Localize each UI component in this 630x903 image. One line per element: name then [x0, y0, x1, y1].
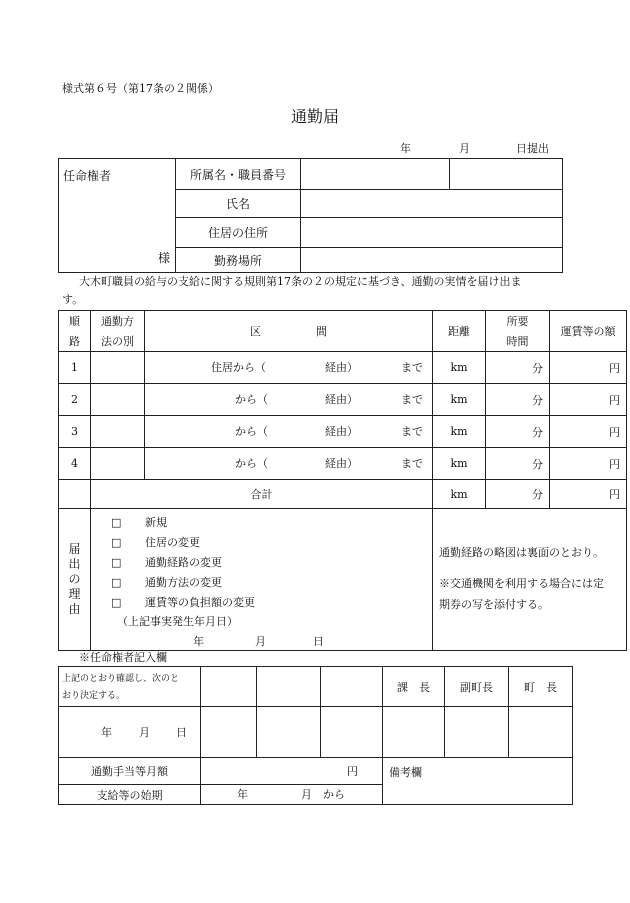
name-label: 氏名 — [176, 190, 301, 218]
approval-field[interactable] — [321, 707, 383, 758]
occurrence-month: 月 — [255, 635, 266, 648]
occurrence-date[interactable] — [91, 632, 432, 650]
total-label: 合計 — [91, 480, 433, 509]
time-header-1: 所要 — [506, 315, 529, 328]
statement-line-2: す。 — [62, 293, 84, 306]
route-fare-field[interactable]: 円 — [550, 352, 627, 384]
route-number: 1 — [59, 352, 91, 384]
option-label: 住居の変更 — [145, 536, 200, 549]
route-via: 経由） — [325, 393, 358, 406]
checkbox[interactable]: □ — [111, 575, 122, 589]
occurrence-label: （上記事実発生年月日） — [117, 615, 238, 628]
page-title: 通勤届 — [291, 107, 340, 126]
approval-field[interactable] — [257, 707, 321, 758]
method-header — [91, 311, 145, 352]
header-block — [58, 158, 563, 273]
remarks-label: 備考欄 — [389, 766, 422, 779]
start-date-field[interactable] — [201, 785, 383, 805]
start-year: 年 — [237, 788, 248, 801]
reason-label-char: の — [68, 572, 81, 586]
name-field[interactable] — [301, 190, 563, 218]
reason-option-route-change[interactable] — [91, 552, 432, 572]
route-number: 3 — [59, 416, 91, 448]
remarks-field[interactable] — [383, 758, 573, 805]
allowance-field[interactable]: 円 — [201, 758, 383, 785]
reason-option-method-change[interactable] — [91, 572, 432, 592]
route-distance-field[interactable]: km — [433, 384, 486, 416]
route-method-field[interactable] — [91, 384, 145, 416]
decision-year: 年 — [101, 726, 112, 739]
reason-option-residence-change[interactable] — [91, 532, 432, 552]
route-via: 経由） — [325, 361, 358, 374]
option-label: 通勤方法の変更 — [145, 576, 222, 589]
route-time-field[interactable]: 分 — [486, 384, 550, 416]
mayor-label: 町 長 — [509, 667, 573, 707]
checkbox[interactable]: □ — [111, 595, 122, 609]
approval-field[interactable] — [201, 667, 257, 707]
total-blank — [59, 480, 91, 509]
submit-day-label: 日提出 — [516, 142, 549, 155]
route-via: 経由） — [325, 457, 358, 470]
section-chief-label: 課 長 — [383, 667, 445, 707]
routes-header-row — [59, 311, 627, 352]
route-number: 4 — [59, 448, 91, 480]
route-distance-field[interactable]: km — [433, 352, 486, 384]
decision-day: 日 — [176, 726, 187, 739]
confirm-line-2: おり決定する。 — [62, 691, 126, 701]
section-header: 区 間 — [145, 311, 433, 352]
occurrence-year: 年 — [193, 635, 204, 648]
confirm-line-1: 上記のとおり確認し、次のと — [62, 674, 180, 684]
route-row — [59, 416, 627, 448]
order-header-1: 順 — [69, 315, 80, 328]
route-fare-field[interactable]: 円 — [550, 384, 627, 416]
appointer-table — [58, 666, 573, 805]
checkbox[interactable]: □ — [111, 515, 122, 529]
route-to: まで — [401, 457, 423, 470]
residence-field[interactable] — [301, 218, 563, 248]
total-row — [59, 480, 627, 509]
reason-option-new[interactable] — [91, 512, 432, 532]
reason-label-char: 理 — [68, 587, 81, 601]
route-section-field[interactable] — [145, 352, 433, 384]
option-label: 運賃等の負担額の変更 — [145, 596, 255, 609]
decision-month: 月 — [139, 726, 150, 739]
route-from: から（ — [235, 425, 268, 438]
start-from: から — [323, 788, 345, 801]
start-month: 月 — [301, 788, 312, 801]
route-to: まで — [401, 361, 423, 374]
statement-line-1: 大木町職員の給与の支給に関する規則第17条の２の規定に基づき、通勤の実情を届け出ま — [79, 275, 522, 288]
reason-label-char: 出 — [68, 557, 81, 571]
reason-notes — [433, 509, 627, 651]
total-fare-field[interactable]: 円 — [550, 480, 627, 509]
confirm-note — [59, 667, 201, 707]
distance-header: 距離 — [433, 311, 486, 352]
route-to: まで — [401, 425, 423, 438]
submit-month-label: 月 — [459, 142, 470, 155]
order-header — [59, 311, 91, 352]
submit-year-label: 年 — [400, 142, 411, 155]
employee-number-field[interactable] — [450, 159, 563, 190]
route-method-field[interactable] — [91, 416, 145, 448]
reason-label-char: 由 — [68, 602, 81, 616]
note-commuter-pass-2: 期券の写を添付する。 — [439, 598, 549, 611]
honorific-label: 様 — [157, 251, 170, 265]
appointer-cell — [59, 159, 176, 273]
option-label: 通勤経路の変更 — [145, 556, 222, 569]
route-from: から（ — [235, 457, 268, 470]
section-chief-seal[interactable] — [383, 707, 445, 758]
workplace-field[interactable] — [301, 248, 563, 273]
route-from: から（ — [235, 393, 268, 406]
total-distance-field[interactable]: km — [433, 480, 486, 509]
note-route-map: 通勤経路の略図は裏面のとおり。 — [439, 546, 604, 559]
decision-date[interactable] — [59, 707, 201, 758]
route-from: 住居から（ — [211, 361, 266, 374]
method-header-2: 法の別 — [101, 335, 134, 348]
allowance-label: 通勤手当等月額 — [59, 758, 201, 785]
approval-field[interactable] — [321, 667, 383, 707]
route-number: 2 — [59, 384, 91, 416]
routes-table — [58, 310, 627, 651]
route-time-field[interactable]: 分 — [486, 416, 550, 448]
order-header-2: 路 — [69, 335, 80, 348]
route-fare-field[interactable]: 円 — [550, 416, 627, 448]
route-section-field[interactable] — [145, 448, 433, 480]
route-method-field[interactable] — [91, 448, 145, 480]
route-distance-field[interactable]: km — [433, 416, 486, 448]
total-time-field[interactable]: 分 — [486, 480, 550, 509]
fare-header: 運賃等の額 — [550, 311, 627, 352]
reason-options — [91, 509, 433, 651]
deputy-mayor-label: 副町長 — [445, 667, 509, 707]
checkbox[interactable]: □ — [111, 555, 122, 569]
checkbox[interactable]: □ — [111, 535, 122, 549]
route-row — [59, 352, 627, 384]
reason-option-fare-change[interactable] — [91, 592, 432, 612]
note-commuter-pass-1: ※交通機関を利用する場合には定 — [439, 577, 604, 590]
reason-row — [59, 509, 627, 651]
form-number: 様式第６号（第17条の２関係） — [62, 82, 219, 95]
route-row — [59, 384, 627, 416]
route-to: まで — [401, 393, 423, 406]
approval-field[interactable] — [257, 667, 321, 707]
route-via: 経由） — [325, 425, 358, 438]
appointer-section-heading: ※任命権者記入欄 — [79, 651, 167, 664]
option-label: 新規 — [145, 516, 167, 529]
time-header — [486, 311, 550, 352]
route-time-field[interactable]: 分 — [486, 448, 550, 480]
mayor-seal[interactable] — [509, 707, 573, 758]
route-time-field[interactable]: 分 — [486, 352, 550, 384]
occurrence-day: 日 — [313, 635, 324, 648]
approval-field[interactable] — [201, 707, 257, 758]
route-distance-field[interactable]: km — [433, 448, 486, 480]
reason-label — [59, 509, 91, 651]
workplace-label: 勤務場所 — [176, 248, 301, 273]
deputy-mayor-seal[interactable] — [445, 707, 509, 758]
appointer-label: 任命権者 — [63, 169, 112, 183]
time-header-2: 時間 — [506, 335, 529, 348]
affiliation-label: 所属名・職員番号 — [176, 159, 301, 190]
route-method-field[interactable] — [91, 352, 145, 384]
route-section-field[interactable] — [145, 416, 433, 448]
reason-label-char: 届 — [68, 542, 81, 556]
residence-label: 住居の住所 — [176, 218, 301, 248]
method-header-1: 通勤方 — [101, 315, 134, 328]
route-section-field[interactable] — [145, 384, 433, 416]
route-row — [59, 448, 627, 480]
route-fare-field[interactable]: 円 — [550, 448, 627, 480]
affiliation-field[interactable] — [301, 159, 450, 190]
start-label: 支給等の始期 — [59, 785, 201, 805]
